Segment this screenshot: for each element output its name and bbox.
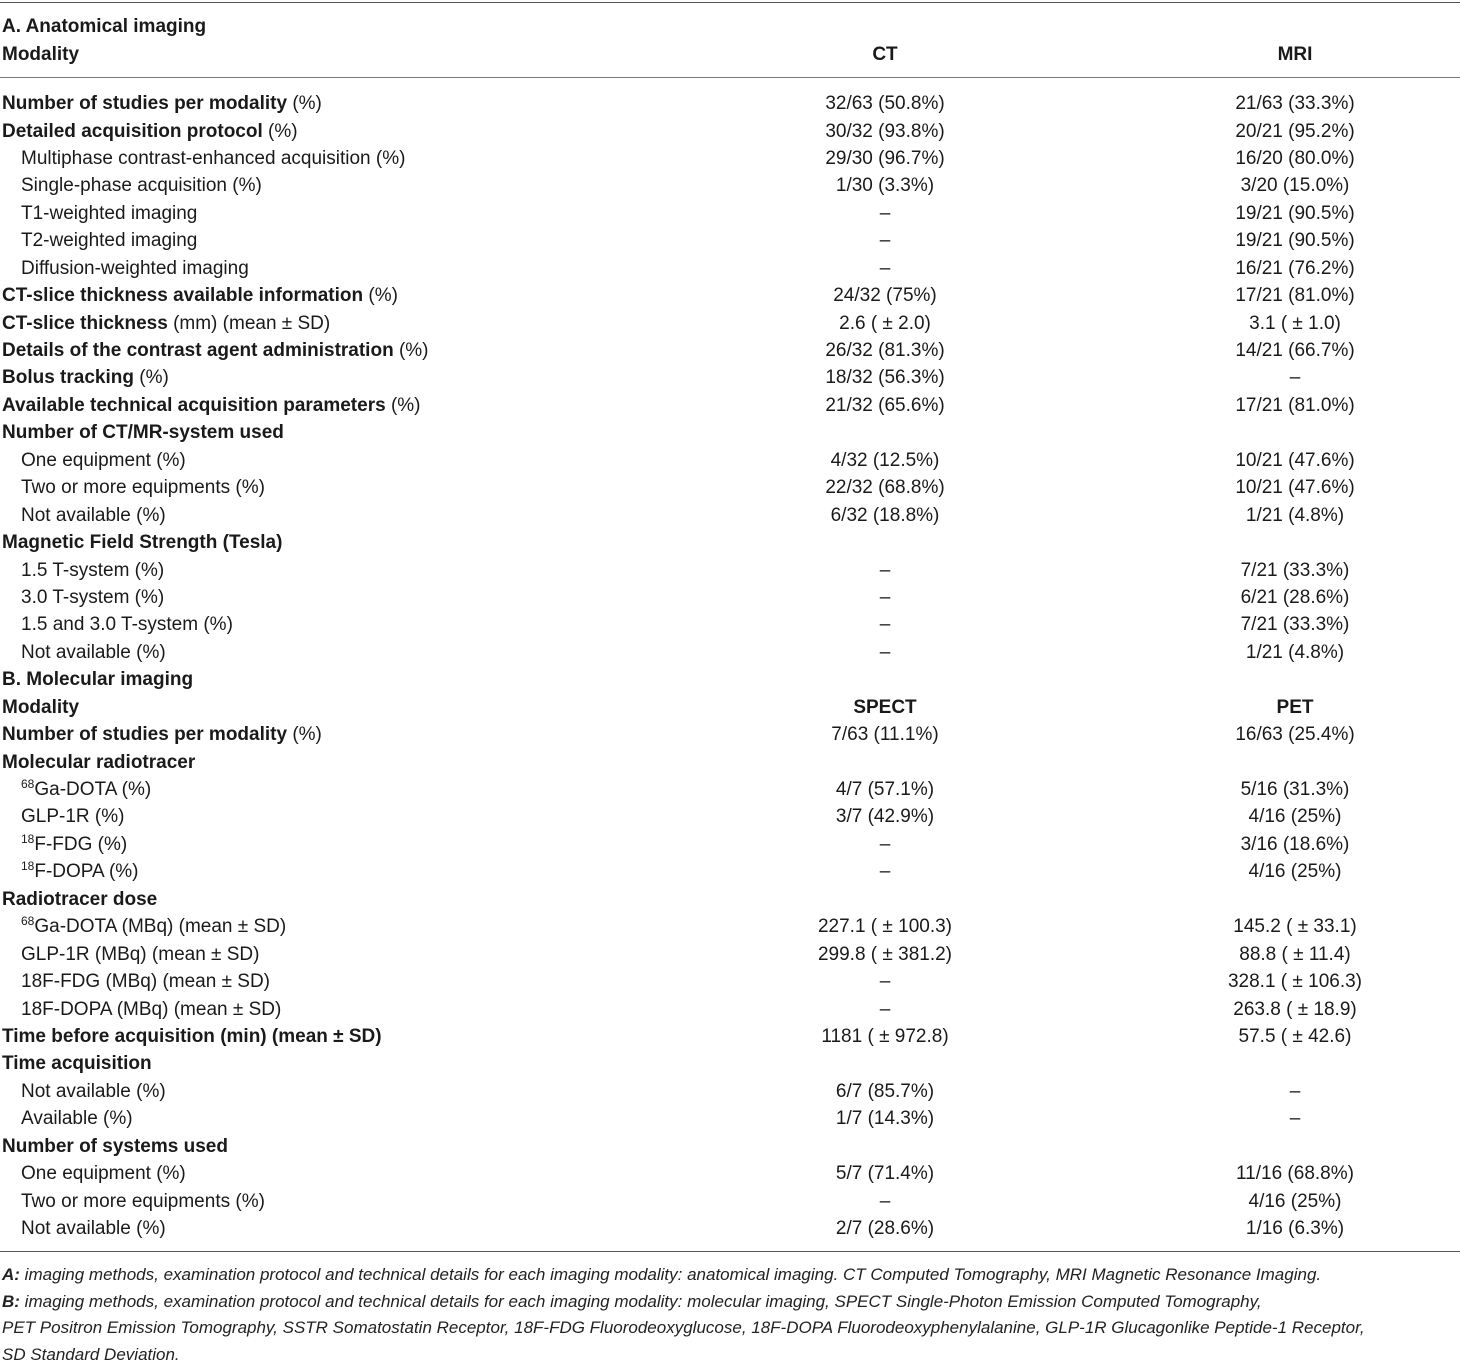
- footnote-text: imaging methods, examination protocol and technical details for each imaging modality: anatomical imaging. CT Computed Tomography, MRI Magnetic Resonance Imaging.: [20, 1265, 1321, 1284]
- table-row: [0, 748, 1460, 775]
- table-row: [0, 1078, 1460, 1105]
- table-row: [0, 282, 1460, 309]
- row-label-text: T2-weighted imaging: [21, 230, 197, 251]
- value-col1: 24/32 (75%): [640, 282, 1130, 309]
- value-col2: [1130, 529, 1460, 556]
- table-row: [0, 1133, 1460, 1160]
- value-col1: [640, 886, 1130, 913]
- value-col1: –: [640, 227, 1130, 254]
- value-col1: 18/32 (56.3%): [640, 364, 1130, 391]
- value-col1: [640, 748, 1130, 775]
- row-label: [0, 282, 640, 309]
- row-label: [0, 90, 640, 117]
- section-a-header-row: [0, 40, 1460, 67]
- table-footnotes: [2, 1262, 1458, 1368]
- row-label-text: (mm) (mean ± SD): [168, 313, 330, 334]
- row-label: [0, 748, 640, 775]
- table-row: [0, 447, 1460, 474]
- value-col2: –: [1130, 1078, 1460, 1105]
- table-row: [0, 145, 1460, 172]
- value-col2: 17/21 (81.0%): [1130, 282, 1460, 309]
- table-row: [0, 1105, 1460, 1132]
- row-label-bold: Time acquisition: [2, 1053, 152, 1074]
- value-col1: 21/32 (65.6%): [640, 392, 1130, 419]
- row-label-bold: Number of CT/MR-system used: [2, 422, 284, 443]
- row-label: [0, 227, 640, 254]
- value-col1: 6/7 (85.7%): [640, 1078, 1130, 1105]
- table-row: [0, 1215, 1460, 1242]
- value-col2: 6/21 (28.6%): [1130, 584, 1460, 611]
- row-label: [0, 913, 640, 940]
- value-col2: 3.1 ( ± 1.0): [1130, 309, 1460, 336]
- value-col1: 32/63 (50.8%): [640, 90, 1130, 117]
- row-label: [0, 1023, 640, 1050]
- value-col1: –: [640, 968, 1130, 995]
- table-row: [0, 1023, 1460, 1050]
- row-label-text: (%): [134, 367, 169, 388]
- footnote-key: B:: [2, 1292, 20, 1311]
- value-col1: [640, 1133, 1130, 1160]
- modality-header: Modality: [0, 40, 640, 67]
- value-col1: [640, 419, 1130, 446]
- row-label-bold: CT-slice thickness available information: [2, 285, 363, 306]
- value-col2: 1/16 (6.3%): [1130, 1215, 1460, 1242]
- value-col2: 17/21 (81.0%): [1130, 392, 1460, 419]
- row-label-text: Two or more equipments (%): [21, 477, 265, 498]
- row-label: [0, 968, 640, 995]
- row-label: [0, 721, 640, 748]
- row-label: [0, 803, 640, 830]
- table-row: [0, 501, 1460, 528]
- row-label-text: Not available (%): [21, 505, 166, 526]
- row-label: [0, 419, 640, 446]
- table-row: [0, 639, 1460, 666]
- value-col2: –: [1130, 364, 1460, 391]
- row-label: [0, 886, 640, 913]
- value-col1: 299.8 ( ± 381.2): [640, 940, 1130, 967]
- value-col1: 22/32 (68.8%): [640, 474, 1130, 501]
- row-label: [0, 255, 640, 282]
- row-label-bold: Details of the contrast agent administration: [2, 340, 394, 361]
- row-label-text: Single-phase acquisition (%): [21, 175, 262, 196]
- table-row: [0, 776, 1460, 803]
- row-label-text: GLP-1R (%): [21, 806, 124, 827]
- value-col1: –: [640, 1187, 1130, 1214]
- table-row: [0, 337, 1460, 364]
- value-col2: 14/21 (66.7%): [1130, 337, 1460, 364]
- table-row: [0, 200, 1460, 227]
- value-col2: 328.1 ( ± 106.3): [1130, 968, 1460, 995]
- row-label: [0, 501, 640, 528]
- table-row: [0, 1050, 1460, 1077]
- imaging-table: [0, 13, 1460, 1242]
- value-col1: –: [640, 200, 1130, 227]
- value-col2: [1130, 419, 1460, 446]
- value-col2: 16/63 (25.4%): [1130, 721, 1460, 748]
- value-col1: 2/7 (28.6%): [640, 1215, 1130, 1242]
- value-col1: –: [640, 255, 1130, 282]
- table-row: [0, 803, 1460, 830]
- value-col1: 5/7 (71.4%): [640, 1160, 1130, 1187]
- value-col2: 145.2 ( ± 33.1): [1130, 913, 1460, 940]
- row-label-text: (%): [363, 285, 398, 306]
- value-col2: 16/21 (76.2%): [1130, 255, 1460, 282]
- row-label-bold: Radiotracer dose: [2, 889, 157, 910]
- footnote-line: [2, 1289, 1458, 1316]
- value-col1: 1181 ( ± 972.8): [640, 1023, 1130, 1050]
- table-row: [0, 1187, 1460, 1214]
- row-label-text: Not available (%): [21, 1081, 166, 1102]
- row-label-text: Not available (%): [21, 642, 166, 663]
- row-label: [0, 309, 640, 336]
- row-label-text: GLP-1R (MBq) (mean ± SD): [21, 944, 259, 965]
- value-col1: [640, 1050, 1130, 1077]
- row-label: [0, 584, 640, 611]
- value-col2: 88.8 ( ± 11.4): [1130, 940, 1460, 967]
- value-col2: 21/63 (33.3%): [1130, 90, 1460, 117]
- table-row: [0, 913, 1460, 940]
- value-col2: 57.5 ( ± 42.6): [1130, 1023, 1460, 1050]
- row-label: [0, 995, 640, 1022]
- spect-header: SPECT: [640, 694, 1130, 721]
- row-label-text: 1.5 T-system (%): [21, 560, 164, 581]
- row-label: [0, 392, 640, 419]
- isotope-superscript: 68: [21, 777, 34, 791]
- row-label-text: 18F-DOPA (MBq) (mean ± SD): [21, 999, 281, 1020]
- table-row: [0, 255, 1460, 282]
- value-col1: 3/7 (42.9%): [640, 803, 1130, 830]
- footnote-text: PET Positron Emission Tomography, SSTR Somatostatin Receptor, 18F-FDG Fluorodeoxyglucose, 18F-DOPA Fluorodeoxyphenylalanine, GLP-1R Glucagonlike Peptide-1 Receptor,: [2, 1318, 1365, 1337]
- isotope-superscript: 18: [21, 832, 34, 846]
- row-label-bold: Magnetic Field Strength (Tesla): [2, 532, 282, 553]
- row-label: [0, 611, 640, 638]
- spacer-row: [0, 68, 1460, 90]
- value-col2: 5/16 (31.3%): [1130, 776, 1460, 803]
- modality-header: Modality: [0, 694, 640, 721]
- row-label-text: F-DOPA (%): [34, 861, 138, 882]
- value-col1: 227.1 ( ± 100.3): [640, 913, 1130, 940]
- row-label: [0, 940, 640, 967]
- value-col1: 2.6 ( ± 2.0): [640, 309, 1130, 336]
- value-col1: –: [640, 584, 1130, 611]
- value-col2: 7/21 (33.3%): [1130, 556, 1460, 583]
- row-label: [0, 337, 640, 364]
- row-label-bold: CT-slice thickness: [2, 313, 168, 334]
- row-label: [0, 776, 640, 803]
- row-label: [0, 529, 640, 556]
- table-row: [0, 309, 1460, 336]
- value-col1: 30/32 (93.8%): [640, 117, 1130, 144]
- value-col2: 19/21 (90.5%): [1130, 200, 1460, 227]
- row-label: [0, 831, 640, 858]
- row-label-text: 3.0 T-system (%): [21, 587, 164, 608]
- value-col2: [1130, 886, 1460, 913]
- value-col2: 4/16 (25%): [1130, 803, 1460, 830]
- row-label-bold: Time before acquisition (min) (mean ± SD): [2, 1026, 382, 1047]
- row-label-bold: Number of studies per modality: [2, 724, 287, 745]
- value-col1: [640, 529, 1130, 556]
- footnote-text: SD Standard Deviation.: [2, 1345, 180, 1364]
- row-label: [0, 556, 640, 583]
- row-label-text: Ga-DOTA (MBq) (mean ± SD): [34, 916, 286, 937]
- value-col1: 1/30 (3.3%): [640, 172, 1130, 199]
- row-label-bold: Number of systems used: [2, 1136, 228, 1157]
- section-a-title-row: [0, 13, 1460, 40]
- value-col2: 1/21 (4.8%): [1130, 501, 1460, 528]
- value-col1: 6/32 (18.8%): [640, 501, 1130, 528]
- isotope-superscript: 18: [21, 859, 34, 873]
- row-label-text: (%): [386, 395, 421, 416]
- row-label-text: One equipment (%): [21, 450, 186, 471]
- row-label-text: (%): [287, 93, 322, 114]
- row-label: [0, 145, 640, 172]
- mri-header: MRI: [1130, 40, 1460, 67]
- value-col2: 263.8 ( ± 18.9): [1130, 995, 1460, 1022]
- value-col2: 10/21 (47.6%): [1130, 447, 1460, 474]
- value-col1: –: [640, 639, 1130, 666]
- row-label-text: (%): [263, 121, 298, 142]
- table-row: [0, 172, 1460, 199]
- value-col1: –: [640, 858, 1130, 885]
- row-label: [0, 117, 640, 144]
- table-row: [0, 886, 1460, 913]
- table-row: [0, 529, 1460, 556]
- table-row: [0, 227, 1460, 254]
- value-col2: 1/21 (4.8%): [1130, 639, 1460, 666]
- footnote-line: [2, 1262, 1458, 1289]
- row-label: [0, 1078, 640, 1105]
- value-col2: 20/21 (95.2%): [1130, 117, 1460, 144]
- row-label-bold: Detailed acquisition protocol: [2, 121, 263, 142]
- footnote-line: [2, 1315, 1458, 1342]
- table-row: [0, 940, 1460, 967]
- row-label: [0, 1160, 640, 1187]
- table-row: [0, 858, 1460, 885]
- row-label: [0, 200, 640, 227]
- footnote-line: [2, 1342, 1458, 1368]
- row-label-text: (%): [287, 724, 322, 745]
- section-b-title: B. Molecular imaging: [0, 666, 1460, 693]
- value-col2: 16/20 (80.0%): [1130, 145, 1460, 172]
- section-b-title-row: [0, 666, 1460, 693]
- section-a-title: A. Anatomical imaging: [0, 13, 1460, 40]
- table-row: [0, 90, 1460, 117]
- row-label-text: 1.5 and 3.0 T-system (%): [21, 614, 233, 635]
- value-col2: 4/16 (25%): [1130, 858, 1460, 885]
- value-col2: 4/16 (25%): [1130, 1187, 1460, 1214]
- table-row: [0, 419, 1460, 446]
- table-row: [0, 721, 1460, 748]
- row-label: [0, 858, 640, 885]
- value-col1: 4/7 (57.1%): [640, 776, 1130, 803]
- table-row: [0, 831, 1460, 858]
- row-label: [0, 1187, 640, 1214]
- value-col2: [1130, 748, 1460, 775]
- row-label-text: Ga-DOTA (%): [34, 779, 151, 800]
- table-row: [0, 968, 1460, 995]
- row-label: [0, 474, 640, 501]
- value-col1: 29/30 (96.7%): [640, 145, 1130, 172]
- row-label: [0, 1105, 640, 1132]
- row-label: [0, 1215, 640, 1242]
- table-row: [0, 584, 1460, 611]
- value-col2: 7/21 (33.3%): [1130, 611, 1460, 638]
- value-col2: 19/21 (90.5%): [1130, 227, 1460, 254]
- row-label-text: Diffusion-weighted imaging: [21, 258, 249, 279]
- footnote-key: A:: [2, 1265, 20, 1284]
- value-col1: –: [640, 556, 1130, 583]
- table-row: [0, 364, 1460, 391]
- value-col1: 1/7 (14.3%): [640, 1105, 1130, 1132]
- section-b-header-row: [0, 694, 1460, 721]
- row-label-text: One equipment (%): [21, 1163, 186, 1184]
- row-label: [0, 1133, 640, 1160]
- value-col1: –: [640, 995, 1130, 1022]
- ct-header: CT: [640, 40, 1130, 67]
- value-col2: 11/16 (68.8%): [1130, 1160, 1460, 1187]
- row-label: [0, 447, 640, 474]
- table-row: [0, 611, 1460, 638]
- row-label-bold: Available technical acquisition parameters: [2, 395, 386, 416]
- row-label: [0, 1050, 640, 1077]
- value-col1: 26/32 (81.3%): [640, 337, 1130, 364]
- value-col2: –: [1130, 1105, 1460, 1132]
- top-rule: [0, 2, 1460, 3]
- table-row: [0, 1160, 1460, 1187]
- pet-header: PET: [1130, 694, 1460, 721]
- row-label-text: F-FDG (%): [34, 834, 127, 855]
- table-row: [0, 556, 1460, 583]
- value-col2: [1130, 1133, 1460, 1160]
- row-label-bold: Bolus tracking: [2, 367, 134, 388]
- footnote-text: imaging methods, examination protocol and technical details for each imaging modality: molecular imaging, SPECT Single-Photon Emission Computed Tomography,: [20, 1292, 1262, 1311]
- value-col2: 3/16 (18.6%): [1130, 831, 1460, 858]
- row-label: [0, 639, 640, 666]
- row-label-bold: Number of studies per modality: [2, 93, 287, 114]
- table-row: [0, 117, 1460, 144]
- value-col2: 10/21 (47.6%): [1130, 474, 1460, 501]
- row-label-text: Available (%): [21, 1108, 133, 1129]
- value-col2: [1130, 1050, 1460, 1077]
- row-label-text: Not available (%): [21, 1218, 166, 1239]
- value-col1: –: [640, 611, 1130, 638]
- row-label-text: 18F-FDG (MBq) (mean ± SD): [21, 971, 270, 992]
- table-row: [0, 995, 1460, 1022]
- row-label: [0, 364, 640, 391]
- value-col1: 4/32 (12.5%): [640, 447, 1130, 474]
- value-col1: –: [640, 831, 1130, 858]
- row-label: [0, 172, 640, 199]
- isotope-superscript: 68: [21, 914, 34, 928]
- table-row: [0, 392, 1460, 419]
- bottom-rule: [0, 1251, 1460, 1252]
- row-label-text: (%): [394, 340, 429, 361]
- row-label-text: Multiphase contrast-enhanced acquisition (%): [21, 148, 405, 169]
- value-col2: 3/20 (15.0%): [1130, 172, 1460, 199]
- row-label-bold: Molecular radiotracer: [2, 752, 195, 773]
- row-label-text: T1-weighted imaging: [21, 203, 197, 224]
- table-row: [0, 474, 1460, 501]
- row-label-text: Two or more equipments (%): [21, 1191, 265, 1212]
- value-col1: 7/63 (11.1%): [640, 721, 1130, 748]
